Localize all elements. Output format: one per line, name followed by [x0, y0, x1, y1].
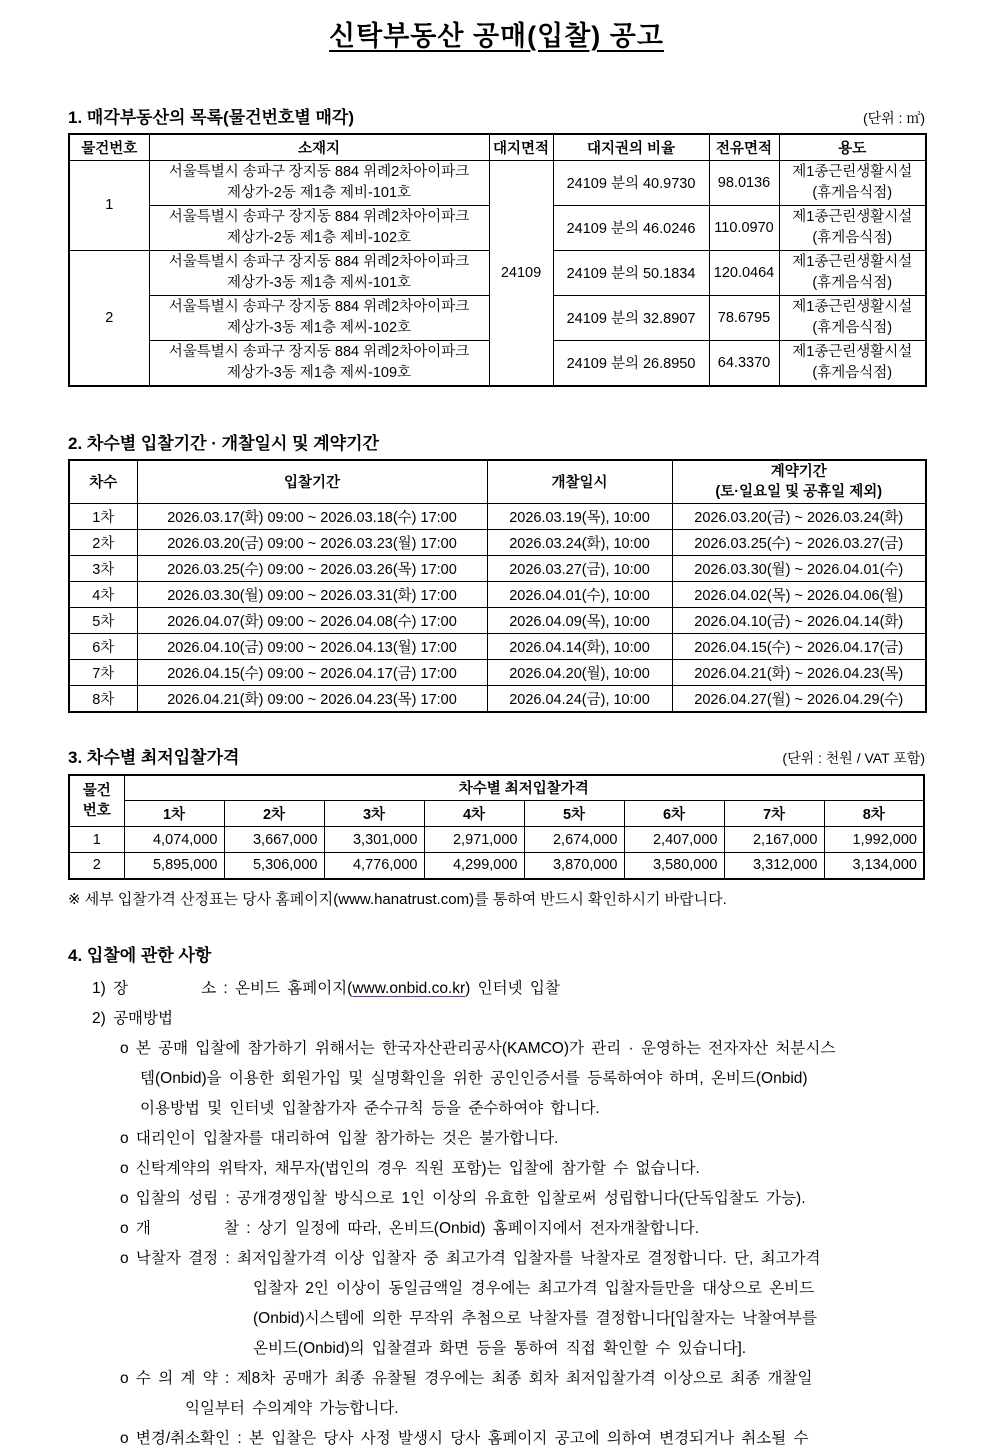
- terms-line: [120, 1154, 925, 1184]
- address-line2: 제상가-3동 제1층 제씨-109호: [226, 364, 412, 381]
- price-cell: 1,992,000: [824, 827, 924, 853]
- terms-line: [185, 1394, 925, 1424]
- schedule-row: [69, 686, 926, 712]
- round-cell: 1차: [69, 504, 137, 530]
- bid-period-cell: 2026.03.20(금) 09:00 ~ 2026.03.23(월) 17:00: [137, 530, 487, 556]
- price-cell: 4,776,000: [324, 853, 424, 879]
- col-use: 용도: [779, 134, 926, 160]
- address-line2: 제상가-2동 제1층 제비-102호: [226, 229, 412, 246]
- address-line2: 제상가-3동 제1층 제씨-102호: [226, 319, 412, 336]
- bid-period-cell: 2026.03.30(월) 09:00 ~ 2026.03.31(화) 17:00: [137, 582, 487, 608]
- price-cell: 4,074,000: [124, 827, 224, 853]
- round-cell: 3차: [69, 556, 137, 582]
- bid-period-cell: 2026.04.15(수) 09:00 ~ 2026.04.17(금) 17:00: [137, 660, 487, 686]
- terms-line: [140, 1094, 925, 1124]
- use-cell: [779, 295, 926, 340]
- bid-period-cell: 2026.03.25(수) 09:00 ~ 2026.03.26(목) 17:00: [137, 556, 487, 582]
- price-header-row1: [69, 775, 924, 801]
- col-opening-datetime: 개찰일시: [487, 460, 672, 504]
- schedule-row: [69, 556, 926, 582]
- address-cell: [149, 205, 489, 250]
- terms-line: [120, 1124, 925, 1154]
- opening-cell: 2026.04.20(월), 10:00: [487, 660, 672, 686]
- onbid-link[interactable]: www.onbid.co.kr: [352, 979, 466, 997]
- exclusive-area-cell: 64.3370: [709, 340, 779, 386]
- bid-terms-list: [68, 974, 925, 1454]
- col-address: 소재지: [149, 134, 489, 160]
- terms-text: 입찰자 2인 이상이 동일금액일 경우에는 최고가격 입찰자들만을 대상으로 온비드: [253, 1279, 815, 1297]
- round-header-cell: 4차: [424, 801, 524, 827]
- bid-period-cell: 2026.04.07(화) 09:00 ~ 2026.04.08(수) 17:00: [137, 608, 487, 634]
- contract-cell: 2026.04.10(금) ~ 2026.04.14(화): [672, 608, 926, 634]
- terms-line: [253, 1274, 925, 1304]
- round-cell: 4차: [69, 582, 137, 608]
- bid-period-cell: 2026.03.17(화) 09:00 ~ 2026.03.18(수) 17:00: [137, 504, 487, 530]
- use-line1: 제1종근린생활시설: [792, 253, 913, 270]
- contract-cell: 2026.04.21(화) ~ 2026.04.23(목): [672, 660, 926, 686]
- address-cell: [149, 295, 489, 340]
- terms-line: [120, 1184, 925, 1214]
- use-line2: (휴게음식점): [812, 319, 893, 336]
- col-exclusive-area: 전유면적: [709, 134, 779, 160]
- round-cell: 7차: [69, 660, 137, 686]
- listing-row: [69, 160, 926, 205]
- price-header-row2: [69, 801, 924, 827]
- terms-text: o 대리인이 입찰자를 대리하여 입찰 참가하는 것은 불가합니다.: [120, 1129, 559, 1147]
- address-line1: 서울특별시 송파구 장지동 884 위례2차아이파크: [168, 163, 470, 180]
- section1-unit-note: (단위 : ㎡): [862, 110, 925, 126]
- contract-cell: 2026.03.30(월) ~ 2026.04.01(수): [672, 556, 926, 582]
- price-row: [69, 853, 924, 879]
- address-line1: 서울특별시 송파구 장지동 884 위례2차아이파크: [168, 343, 470, 360]
- terms-text: 2) 공매방법: [92, 1009, 173, 1027]
- col-round: 차수: [69, 460, 137, 504]
- schedule-row: [69, 504, 926, 530]
- price-cell: 2,407,000: [624, 827, 724, 853]
- price-cell: 2,167,000: [724, 827, 824, 853]
- price-cell: 3,870,000: [524, 853, 624, 879]
- exclusive-area-cell: 120.0464: [709, 250, 779, 295]
- property-listing-table: [68, 133, 927, 387]
- col-bid-period: 입찰기간: [137, 460, 487, 504]
- land-ratio-cell: 24109 분의 40.9730: [553, 160, 709, 205]
- contract-cell: 2026.04.02(목) ~ 2026.04.06(월): [672, 582, 926, 608]
- terms-text: 1) 장 소 : 온비드 홈페이지(: [92, 979, 353, 997]
- price-cell: 4,299,000: [424, 853, 524, 879]
- round-header-cell: 5차: [524, 801, 624, 827]
- terms-line: [92, 974, 925, 1004]
- opening-cell: 2026.03.27(금), 10:00: [487, 556, 672, 582]
- section3-title: 3. 차수별 최저입찰가격: [68, 747, 240, 767]
- section1-title: 1. 매각부동산의 목록(물건번호별 매각): [68, 108, 354, 127]
- terms-line: [120, 1424, 925, 1454]
- section2-header: [68, 429, 925, 454]
- use-line2: (휴게음식점): [812, 364, 893, 381]
- opening-cell: 2026.03.24(화), 10:00: [487, 530, 672, 556]
- price-cell: 5,306,000: [224, 853, 324, 879]
- col-item-no: 물건번호: [69, 134, 149, 160]
- contract-cell: 2026.04.27(월) ~ 2026.04.29(수): [672, 686, 926, 712]
- address-line2: 제상가-2동 제1층 제비-101호: [226, 184, 412, 201]
- opening-cell: 2026.04.09(목), 10:00: [487, 608, 672, 634]
- use-line1: 제1종근린생활시설: [792, 343, 913, 360]
- section1-header: [68, 103, 925, 128]
- terms-text: 익일부터 수의계약 가능합니다.: [185, 1399, 399, 1417]
- price-cell: 3,580,000: [624, 853, 724, 879]
- use-line1: 제1종근린생활시설: [792, 163, 913, 180]
- use-cell: [779, 340, 926, 386]
- terms-text: o 개 찰 : 상기 일정에 따라, 온비드(Onbid) 홈페이지에서 전자개찰합니다.: [120, 1219, 700, 1237]
- terms-text: o 변경/취소확인 : 본 입찰은 당사 사정 발생시 당사 홈페이지 공고에 의하여 변경되거나 취소될 수: [120, 1429, 809, 1447]
- use-line1: 제1종근린생활시설: [792, 208, 913, 225]
- bid-period-cell: 2026.04.21(화) 09:00 ~ 2026.04.23(목) 17:00: [137, 686, 487, 712]
- land-ratio-cell: 24109 분의 50.1834: [553, 250, 709, 295]
- section4-title: 4. 입찰에 관한 사항: [68, 945, 212, 965]
- exclusive-area-cell: 98.0136: [709, 160, 779, 205]
- address-cell: [149, 160, 489, 205]
- address-cell: [149, 340, 489, 386]
- address-line1: 서울특별시 송파구 장지동 884 위례2차아이파크: [168, 253, 470, 270]
- terms-text-suffix: ) 인터넷 입찰: [465, 979, 560, 997]
- terms-line: [92, 1004, 925, 1034]
- use-cell: [779, 160, 926, 205]
- price-cell: 2,971,000: [424, 827, 524, 853]
- price-cell: 2,674,000: [524, 827, 624, 853]
- col-land-ratio: 대지권의 비율: [553, 134, 709, 160]
- address-cell: [149, 250, 489, 295]
- address-line1: 서울특별시 송파구 장지동 884 위례2차아이파크: [168, 208, 470, 225]
- terms-text: o 본 공매 입찰에 참가하기 위해서는 한국자산관리공사(KAMCO)가 관리 · 운영하는 전자자산 처분시스: [120, 1039, 836, 1057]
- land-ratio-cell: 24109 분의 46.0246: [553, 205, 709, 250]
- round-cell: 8차: [69, 686, 137, 712]
- exclusive-area-cell: 110.0970: [709, 205, 779, 250]
- use-cell: [779, 250, 926, 295]
- price-cell: 5,895,000: [124, 853, 224, 879]
- terms-text: (Onbid)시스템에 의한 무작위 추첨으로 낙찰자를 결정합니다[입찰자는 낙찰여부를: [253, 1309, 817, 1327]
- item-no-cell: 2: [69, 250, 149, 386]
- round-cell: 6차: [69, 634, 137, 660]
- land-area-cell: 24109: [489, 160, 553, 386]
- price-row: [69, 827, 924, 853]
- minimum-price-table: [68, 774, 925, 880]
- price-item-no-cell: 1: [69, 827, 124, 853]
- land-ratio-cell: 24109 분의 32.8907: [553, 295, 709, 340]
- contract-cell: 2026.04.15(수) ~ 2026.04.17(금): [672, 634, 926, 660]
- terms-line: [253, 1334, 925, 1364]
- price-item-no-cell: 2: [69, 853, 124, 879]
- terms-text: o 신탁계약의 위탁자, 채무자(법인의 경우 직원 포함)는 입찰에 참가할 수 없습니다.: [120, 1159, 700, 1177]
- use-line2: (휴게음식점): [812, 184, 893, 201]
- terms-text: 온비드(Onbid)의 입찰결과 화면 등을 통하여 직접 확인할 수 있습니다].: [253, 1339, 747, 1357]
- terms-line: [120, 1364, 925, 1394]
- schedule-row: [69, 530, 926, 556]
- round-header-cell: 3차: [324, 801, 424, 827]
- schedule-header-row: [69, 460, 926, 504]
- terms-text: 이용방법 및 인터넷 입찰참가자 준수규칙 등을 준수하여야 합니다.: [140, 1099, 600, 1117]
- schedule-row: [69, 582, 926, 608]
- round-cell: 2차: [69, 530, 137, 556]
- col-contract-period: 계약기간 (토·일요일 및 공휴일 제외): [672, 460, 926, 504]
- exclusive-area-cell: 78.6795: [709, 295, 779, 340]
- price-group-header: 차수별 최저입찰가격: [124, 775, 924, 801]
- address-line1: 서울특별시 송파구 장지동 884 위례2차아이파크: [168, 298, 470, 315]
- section2-title: 2. 차수별 입찰기간 · 개찰일시 및 계약기간: [68, 433, 379, 453]
- use-line2: (휴게음식점): [812, 229, 893, 246]
- opening-cell: 2026.04.24(금), 10:00: [487, 686, 672, 712]
- terms-text: o 입찰의 성립 : 공개경쟁입찰 방식으로 1인 이상의 유효한 입찰로써 성립합니다(단독입찰도 가능).: [120, 1189, 806, 1207]
- terms-line: [120, 1244, 925, 1274]
- round-header-cell: 1차: [124, 801, 224, 827]
- terms-line: [120, 1214, 925, 1244]
- price-cell: 3,667,000: [224, 827, 324, 853]
- bid-period-cell: 2026.04.10(금) 09:00 ~ 2026.04.13(월) 17:00: [137, 634, 487, 660]
- price-table-note: ※ 세부 입찰가격 산정표는 당사 홈페이지(www.hanatrust.com)를 통하여 반드시 확인하시기 바랍니다.: [68, 890, 727, 908]
- schedule-row: [69, 634, 926, 660]
- terms-text: o 낙찰자 결정 : 최저입찰가격 이상 입찰자 중 최고가격 입찰자를 낙찰자로 결정합니다. 단, 최고가격: [120, 1249, 821, 1267]
- use-line2: (휴게음식점): [812, 274, 893, 291]
- contract-cell: 2026.03.25(수) ~ 2026.03.27(금): [672, 530, 926, 556]
- price-cell: 3,301,000: [324, 827, 424, 853]
- round-cell: 5차: [69, 608, 137, 634]
- schedule-row: [69, 660, 926, 686]
- terms-text: o 수 의 계 약 : 제8차 공매가 최종 유찰될 경우에는 최종 회차 최저입찰가격 이상으로 최종 개찰일: [120, 1369, 813, 1387]
- opening-cell: 2026.04.14(화), 10:00: [487, 634, 672, 660]
- section3-header: [68, 743, 925, 768]
- document-page: [68, 14, 925, 1454]
- terms-line: [120, 1034, 925, 1064]
- terms-line: [253, 1304, 925, 1334]
- round-header-cell: 8차: [824, 801, 924, 827]
- terms-text: 템(Onbid)을 이용한 회원가입 및 실명확인을 위한 공인인증서를 등록하여야 하며, 온비드(Onbid): [140, 1069, 808, 1087]
- land-ratio-cell: 24109 분의 26.8950: [553, 340, 709, 386]
- page-title: 신탁부동산 공매(입찰) 공고: [329, 21, 664, 51]
- use-line1: 제1종근린생활시설: [792, 298, 913, 315]
- use-cell: [779, 205, 926, 250]
- price-cell: 3,134,000: [824, 853, 924, 879]
- col-price-item-no: 물건 번호: [69, 775, 124, 827]
- round-header-cell: 7차: [724, 801, 824, 827]
- schedule-row: [69, 608, 926, 634]
- listing-header-row: [69, 134, 926, 160]
- contract-cell: 2026.03.20(금) ~ 2026.03.24(화): [672, 504, 926, 530]
- bid-schedule-table: [68, 459, 927, 713]
- round-header-cell: 2차: [224, 801, 324, 827]
- round-header-cell: 6차: [624, 801, 724, 827]
- opening-cell: 2026.03.19(목), 10:00: [487, 504, 672, 530]
- address-line2: 제상가-3동 제1층 제씨-101호: [226, 274, 412, 291]
- terms-line: [140, 1064, 925, 1094]
- opening-cell: 2026.04.01(수), 10:00: [487, 582, 672, 608]
- section3-unit-note: (단위 : 천원 / VAT 포함): [782, 749, 925, 766]
- col-land-area: 대지면적: [489, 134, 553, 160]
- item-no-cell: 1: [69, 160, 149, 250]
- price-cell: 3,312,000: [724, 853, 824, 879]
